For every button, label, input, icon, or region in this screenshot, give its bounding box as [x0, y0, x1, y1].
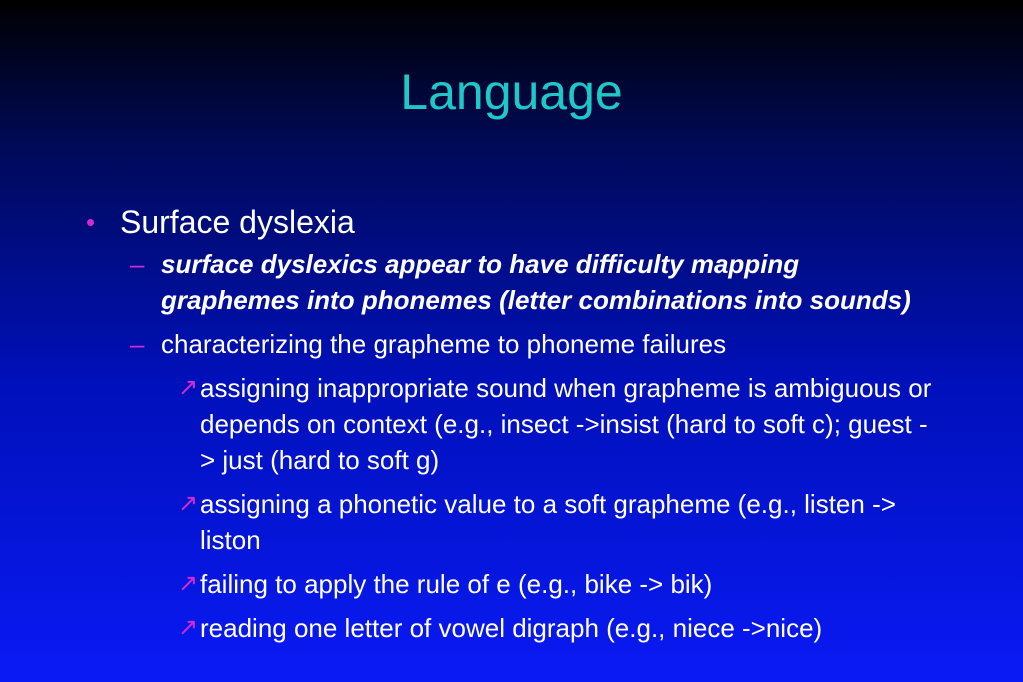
- list-item: [0, 566, 1023, 602]
- list-item: [0, 486, 1023, 558]
- list-item: [0, 610, 1023, 646]
- bullet-icon: •: [86, 207, 96, 237]
- list-item-text: assigning a phonetic value to a soft grapheme (e.g., listen -> liston: [200, 489, 896, 555]
- sub-bullet-text: characterizing the grapheme to phoneme failures: [161, 329, 727, 359]
- bullet-item: [0, 200, 1023, 244]
- sub-bullet-text: surface dyslexics appear to have difficulty mapping graphemes into phonemes (letter combinations into sounds): [161, 249, 911, 315]
- arrow-up-right-icon: ↗: [178, 490, 199, 517]
- dash-icon: –: [130, 329, 145, 359]
- arrow-up-right-icon: ↗: [178, 374, 199, 401]
- list-item: [0, 370, 1023, 478]
- list-item-text: reading one letter of vowel digraph (e.g., niece ->nice): [200, 613, 823, 643]
- sub-bullet-item: [0, 326, 1023, 362]
- list-item-text: assigning inappropriate sound when grapheme is ambiguous or depends on context (e.g., insect ->insist (hard to soft c); guest -> just (hard to soft g): [200, 373, 932, 475]
- dash-icon: –: [130, 249, 145, 279]
- slide-content: [0, 200, 1023, 654]
- list-item-text: failing to apply the rule of e (e.g., bike -> bik): [200, 569, 713, 599]
- arrow-up-right-icon: ↗: [178, 614, 199, 641]
- bullet-text: Surface dyslexia: [120, 204, 355, 240]
- sub-bullet-item: [0, 246, 1023, 318]
- arrow-up-right-icon: ↗: [178, 570, 199, 597]
- slide-title: Language: [400, 64, 623, 120]
